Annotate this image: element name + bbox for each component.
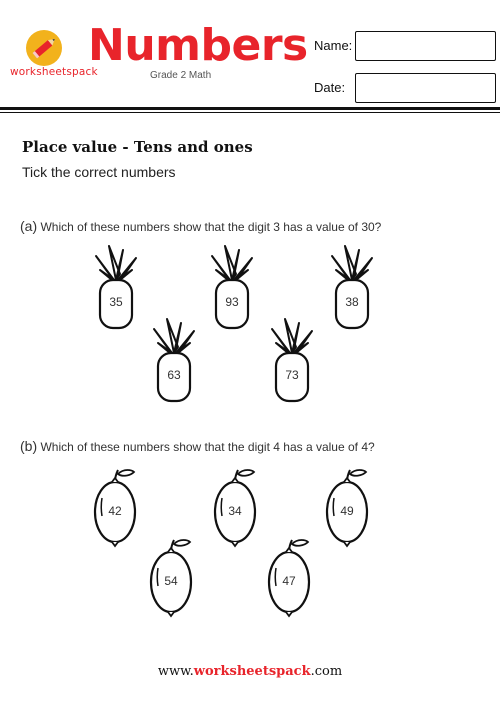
question-a xyxy=(20,218,381,234)
pineapple-number: 73 xyxy=(285,368,299,382)
name-field[interactable] xyxy=(355,31,496,61)
lemon-option[interactable] xyxy=(212,468,258,548)
name-label: Name: xyxy=(314,38,353,53)
date-label: Date: xyxy=(314,80,346,95)
lemon-option[interactable] xyxy=(92,468,138,548)
header-divider-thin xyxy=(0,112,500,113)
logo-text: worksheetspack xyxy=(10,66,98,78)
instruction: Tick the correct numbers xyxy=(22,164,176,180)
page-title: Numbers xyxy=(88,20,308,71)
pineapple-number: 93 xyxy=(225,295,239,309)
question-a-text: Which of these numbers show that the digit 3 has a value of 30? xyxy=(40,220,382,234)
lemon-option[interactable] xyxy=(324,468,370,548)
page-subtitle: Grade 2 Math xyxy=(150,70,212,81)
header-divider xyxy=(0,107,500,110)
question-b-marker: (b) xyxy=(20,438,38,454)
lemon-number: 34 xyxy=(228,504,242,518)
pineapple-number: 38 xyxy=(345,295,359,309)
pineapple-number: 63 xyxy=(167,368,181,382)
lemon-option[interactable] xyxy=(148,538,194,618)
pineapple-option[interactable] xyxy=(208,240,256,332)
pineapple-number: 35 xyxy=(109,295,123,309)
logo-pencil-icon xyxy=(26,30,62,66)
footer-brand: worksheetspack xyxy=(193,664,311,679)
lemon-number: 47 xyxy=(282,574,296,588)
lemon-number: 54 xyxy=(164,574,178,588)
pineapple-option[interactable] xyxy=(92,240,140,332)
lemon-option[interactable] xyxy=(266,538,312,618)
footer-website xyxy=(0,664,500,679)
pineapple-option[interactable] xyxy=(268,313,316,405)
section-title: Place value - Tens and ones xyxy=(22,138,253,156)
pineapple-option[interactable] xyxy=(150,313,198,405)
footer-suffix: .com xyxy=(310,664,343,679)
date-field[interactable] xyxy=(355,73,496,103)
question-a-marker: (a) xyxy=(20,218,38,234)
lemon-number: 42 xyxy=(108,504,122,518)
lemon-number: 49 xyxy=(340,504,354,518)
footer-prefix: www. xyxy=(157,664,194,679)
pineapple-option[interactable] xyxy=(328,240,376,332)
question-b-text: Which of these numbers show that the digit 4 has a value of 4? xyxy=(40,440,375,454)
question-b xyxy=(20,438,375,454)
